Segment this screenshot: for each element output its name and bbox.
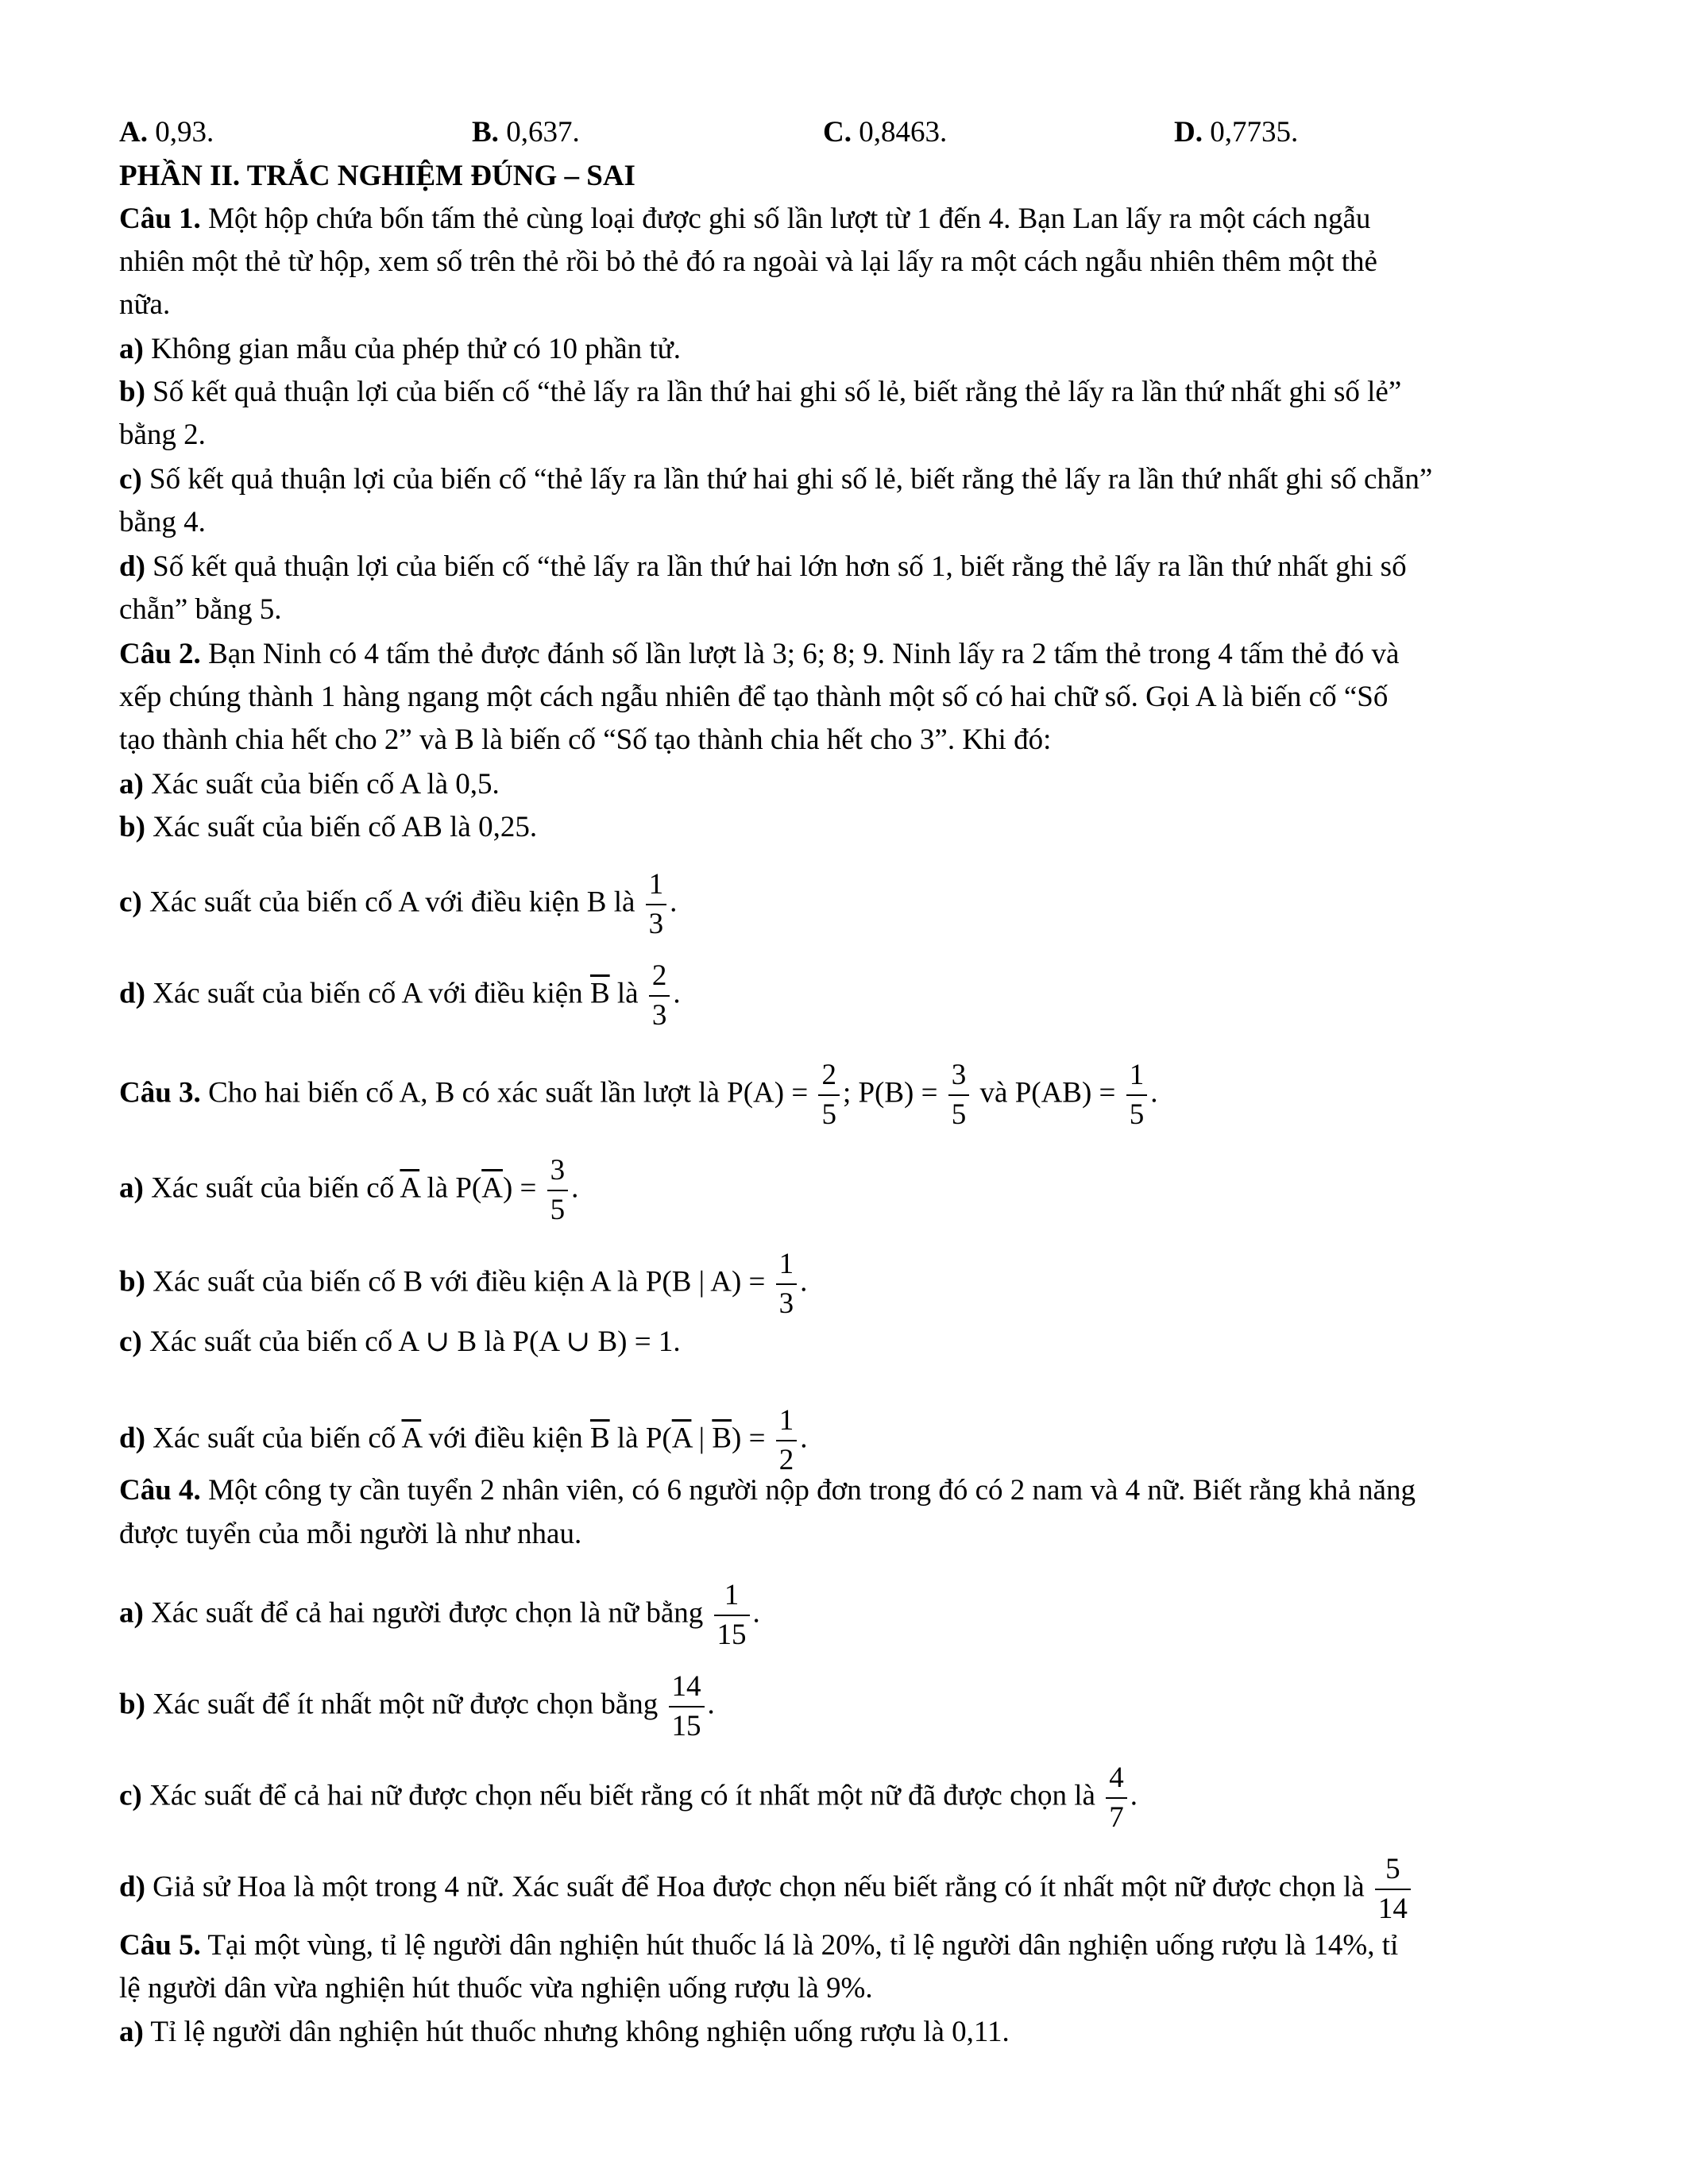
numerator: 4 [1106, 1759, 1127, 1799]
fraction [776, 1245, 798, 1323]
q2-stem-line1 [119, 637, 1399, 672]
q1-statement-d [119, 550, 1407, 585]
statement-text: Xác suất để cả hai nữ được chọn nếu biết rằng có ít nhất một nữ đã được chọn là [141, 1779, 1103, 1812]
option-value: 0,7735. [1210, 116, 1299, 149]
q2-statement-d [119, 957, 681, 1035]
section-title: PHẦN II. TRẮC NGHIỆM ĐÚNG – SAI [119, 160, 635, 192]
option-c [823, 115, 947, 150]
statement-label: d) [119, 550, 145, 583]
statement-label: d) [119, 1422, 145, 1455]
period: . [673, 1325, 681, 1358]
statement-text: Xác suất của biến cố A với điều kiện [145, 977, 590, 1010]
period: . [1150, 1076, 1158, 1109]
statement-label: d) [119, 1870, 145, 1904]
fraction [1126, 1056, 1148, 1134]
expr: ) = [502, 1171, 544, 1205]
statement-text: Xác suất của biến cố [141, 1325, 399, 1358]
option-value: 0,8463. [859, 116, 948, 149]
numerator: 1 [714, 1576, 750, 1616]
statement-label: b) [119, 376, 145, 408]
q4-stem-line2: được tuyển của mỗi người là như nhau. [119, 1518, 582, 1550]
denominator: 3 [648, 908, 664, 940]
expr: P(B | A) = [645, 1265, 773, 1298]
fraction [818, 1056, 840, 1134]
statement-label: a) [119, 1596, 144, 1630]
numerator: 1 [1126, 1056, 1148, 1096]
fraction [948, 1056, 970, 1134]
statement-text: là [477, 1325, 513, 1358]
option-letter: D. [1174, 116, 1203, 149]
statement-text: Số kết quả thuận lợi của biến cố “thẻ lấy ra lần thứ hai ghi số lẻ, biết rằng thẻ lấy ra lần thứ nhất ghi số lẻ” [145, 376, 1402, 408]
q4-statement-c [119, 1759, 1138, 1837]
option-b [472, 115, 580, 150]
prob-ab-expr: P(AB) = [1014, 1076, 1123, 1109]
q2-label: Câu 2. [119, 638, 201, 670]
q4-label: Câu 4. [119, 1474, 201, 1507]
q4-text: Một công ty cần tuyển 2 nhân viên, có 6 người nộp đơn trong đó có 2 nam và 4 nữ. Biết rằng khả năng [200, 1474, 1416, 1507]
statement-text: Xác suất của biến cố [145, 1422, 402, 1455]
expr: P( [645, 1422, 672, 1455]
period: . [752, 1596, 760, 1630]
complement-b: $\overline{B}$ [589, 977, 610, 1010]
numerator: 2 [818, 1056, 840, 1096]
q5-stem-line1 [119, 1928, 1398, 1963]
statement-label: a) [119, 333, 144, 365]
statement-text: Xác suất của biến cố [143, 1171, 400, 1205]
q1-stem-line2: nhiên một thẻ từ hộp, xem số trên thẻ rồi bỏ thẻ đó ra ngoài và lại lấy ra một cách ngẫu nhiên thêm một thẻ [119, 245, 1377, 278]
q1-statement-c-cont: bằng 4. [119, 506, 206, 538]
denominator: 5 [951, 1098, 967, 1131]
complement-a: $\overline{A}$ [401, 1422, 422, 1455]
complement-b: $\overline{B}$ [589, 1422, 610, 1455]
fraction [776, 1402, 798, 1480]
numerator: 1 [776, 1402, 798, 1441]
q2-statement-b [119, 810, 537, 845]
option-d [1174, 115, 1298, 150]
expr: ) = [732, 1422, 773, 1455]
statement-text: Không gian mẫu của phép thử có 10 phần tử. [143, 333, 681, 365]
q1-statement-a [119, 332, 681, 367]
denominator: 5 [821, 1098, 836, 1131]
denominator: 5 [1129, 1098, 1145, 1131]
period: . [571, 1171, 579, 1205]
union-expr: A ∪ B [398, 1325, 477, 1358]
complement-a: $\overline{A}$ [400, 1171, 420, 1205]
period: . [800, 1422, 808, 1455]
q3-statement-d [119, 1402, 807, 1480]
denominator: 2 [778, 1444, 794, 1476]
statement-text: là [609, 977, 646, 1010]
fraction [714, 1576, 750, 1654]
statement-label: c) [119, 1779, 142, 1812]
period: . [800, 1265, 808, 1298]
numerator: 5 [1375, 1850, 1411, 1890]
numerator: 1 [776, 1245, 798, 1285]
q5-statement-a [119, 2015, 1010, 2050]
denominator: 15 [671, 1710, 701, 1742]
complement-a: $\overline{A}$ [481, 1171, 503, 1205]
period: . [673, 977, 681, 1010]
q3-statement-b [119, 1245, 807, 1323]
prob-b-expr: ; P(B) = [842, 1076, 945, 1109]
numerator: 3 [547, 1152, 569, 1191]
fraction [1106, 1759, 1127, 1837]
q2-stem-line3: tạo thành chia hết cho 2” và B là biến cố “Số tạo thành chia hết cho 3”. Khi đó: [119, 723, 1052, 756]
prob-a-expr: P(A) = [727, 1076, 816, 1109]
denominator: 5 [550, 1194, 566, 1226]
statement-label: c) [119, 463, 142, 496]
numerator: 2 [649, 957, 670, 997]
statement-text: là [609, 1422, 646, 1455]
fraction [646, 866, 667, 943]
complement-b: $\overline{B}$ [712, 1422, 732, 1455]
statement-text: Xác suất để ít nhất một nữ được chọn bằng [145, 1688, 666, 1721]
q1-stem-line3: nữa. [119, 288, 171, 321]
q5-label: Câu 5. [119, 1929, 201, 1962]
denominator: 3 [778, 1287, 794, 1320]
statement-label: c) [119, 886, 142, 919]
denominator: 14 [1377, 1893, 1408, 1925]
statement-text: Xác suất của biến cố AB là 0,25. [145, 811, 538, 843]
option-a [119, 115, 214, 150]
numerator: 3 [948, 1056, 970, 1096]
q3-text: Cho hai biến cố A, B có xác suất lần lượt là [200, 1076, 728, 1109]
q1-statement-c [119, 462, 1432, 497]
q1-stem-line1 [119, 202, 1370, 237]
option-letter: C. [823, 116, 852, 149]
q2-statement-c [119, 866, 677, 943]
q4-stem-line1 [119, 1473, 1416, 1508]
complement-a: $\overline{A}$ [671, 1422, 692, 1455]
q4-statement-d [119, 1850, 1414, 1928]
period: . [670, 886, 678, 919]
statement-label: a) [119, 2016, 144, 2048]
period: . [707, 1688, 715, 1721]
statement-label: d) [119, 977, 145, 1010]
statement-text: Xác suất để cả hai người được chọn là nữ bằng [143, 1596, 711, 1630]
option-value: 0,637. [506, 116, 580, 149]
statement-text: với điều kiện [421, 1422, 590, 1455]
fraction [547, 1152, 569, 1229]
conjunction: và [972, 1076, 1015, 1109]
statement-text: Xác suất của biến cố B với điều kiện A là [145, 1265, 646, 1298]
q4-statement-b [119, 1668, 715, 1746]
q1-statement-b [119, 375, 1401, 410]
q1-statement-b-cont: bằng 2. [119, 419, 206, 451]
q2-stem-line2: xếp chúng thành 1 hàng ngang một cách ngẫu nhiên để tạo thành một số có hai chữ số. Gọi A là biến cố “Số [119, 681, 1389, 713]
expr: P(A ∪ B) = 1 [512, 1325, 674, 1358]
numerator: 1 [646, 866, 667, 905]
fraction [669, 1668, 705, 1746]
statement-text: Số kết quả thuận lợi của biến cố “thẻ lấy ra lần thứ hai ghi số lẻ, biết rằng thẻ lấy ra lần thứ nhất ghi số chẵn” [141, 463, 1433, 496]
expr: | [691, 1422, 713, 1455]
q2-text: Bạn Ninh có 4 tấm thẻ được đánh số lần lượt là 3; 6; 8; 9. Ninh lấy ra 2 tấm thẻ trong 4 tấm thẻ đó và [200, 638, 1400, 670]
statement-text: Giả sử Hoa là một trong 4 nữ. Xác suất để Hoa được chọn nếu biết rằng có ít nhất một nữ được chọn là [145, 1870, 1372, 1904]
statement-label: b) [119, 1688, 145, 1721]
statement-text: Tỉ lệ người dân nghiện hút thuốc nhưng không nghiện uống rượu là 0,11. [143, 2016, 1010, 2048]
q3-statement-c [119, 1325, 681, 1360]
q1-label: Câu 1. [119, 203, 201, 235]
statement-label: b) [119, 1265, 145, 1298]
q5-text: Tại một vùng, tỉ lệ người dân nghiện hút thuốc lá là 20%, tỉ lệ người dân nghiện uống rượu là 14%, tỉ [200, 1929, 1399, 1962]
statement-text: là [419, 1171, 456, 1205]
option-value: 0,93. [155, 116, 214, 149]
statement-label: a) [119, 768, 144, 801]
statement-text: Xác suất của biến cố A là 0,5. [143, 768, 500, 801]
statement-label: a) [119, 1171, 144, 1205]
statement-label: c) [119, 1325, 142, 1358]
option-letter: B. [472, 116, 499, 149]
numerator: 14 [669, 1668, 705, 1707]
statement-text: Xác suất của biến cố A với điều kiện B là [141, 886, 643, 919]
denominator: 7 [1109, 1801, 1124, 1834]
fraction [1375, 1850, 1411, 1928]
option-letter: A. [119, 116, 148, 149]
denominator: 3 [651, 999, 667, 1032]
q3-label: Câu 3. [119, 1076, 201, 1109]
q4-statement-a [119, 1576, 760, 1654]
q1-text: Một hộp chứa bốn tấm thẻ cùng loại được ghi số lần lượt từ 1 đến 4. Bạn Lan lấy ra một cách ngẫu [200, 203, 1371, 235]
period: . [1130, 1779, 1138, 1812]
denominator: 15 [717, 1619, 747, 1651]
statement-label: b) [119, 811, 145, 843]
q3-stem [119, 1056, 1157, 1134]
statement-text: Số kết quả thuận lợi của biến cố “thẻ lấy ra lần thứ hai lớn hơn số 1, biết rằng thẻ lấy ra lần thứ nhất ghi số [145, 550, 1407, 583]
q2-statement-a [119, 767, 500, 802]
q1-statement-d-cont: chẵn” bằng 5. [119, 593, 282, 626]
fraction [649, 957, 670, 1035]
q5-stem-line2: lệ người dân vừa nghiện hút thuốc vừa nghiện uống rượu là 9%. [119, 1972, 873, 2005]
q3-statement-a [119, 1152, 578, 1229]
expr: P( [455, 1171, 482, 1205]
